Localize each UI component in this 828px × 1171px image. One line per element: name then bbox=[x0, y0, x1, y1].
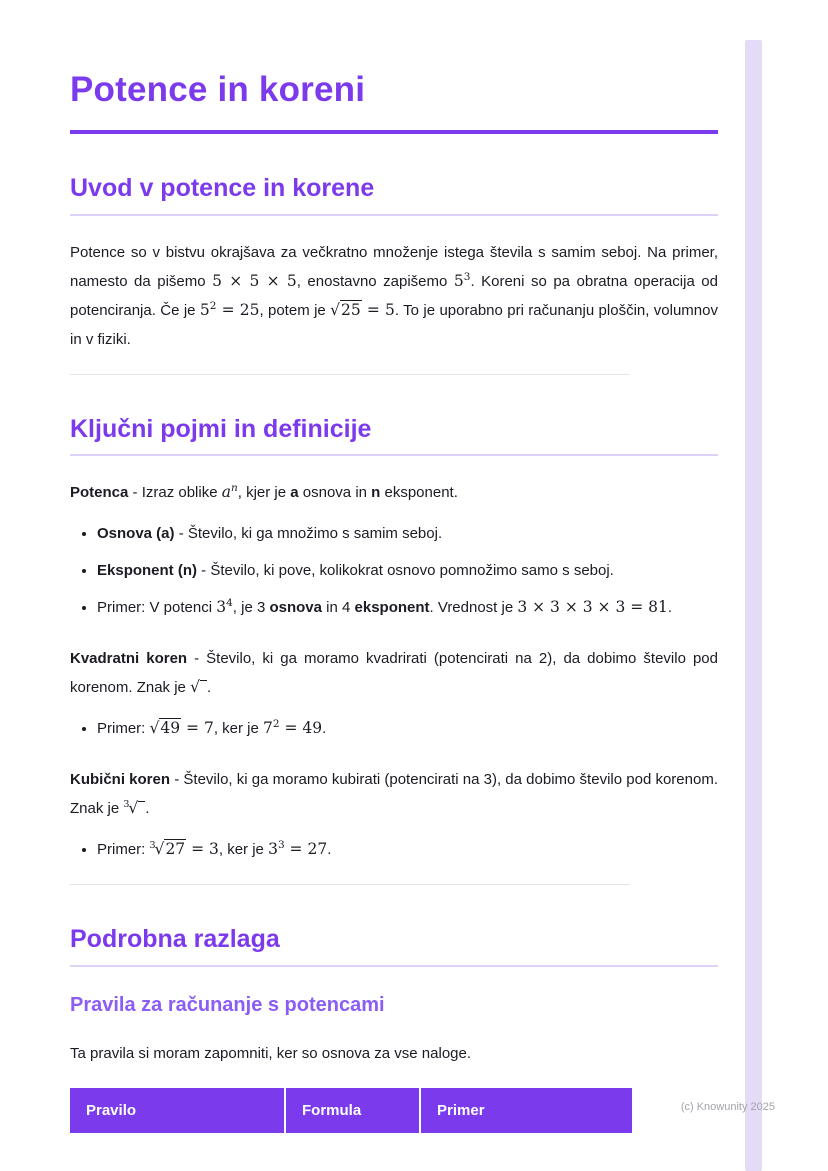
text-run: - Število, ki ga moramo kubirati (potencirati na 3), da dobimo število pod korenom. Znak je bbox=[70, 771, 718, 818]
text-run: , ker je bbox=[218, 841, 269, 859]
math-power bbox=[454, 272, 471, 290]
text-run: , ker je bbox=[213, 720, 264, 738]
math-base: a bbox=[221, 483, 231, 502]
page-edge-strip bbox=[745, 40, 762, 1171]
text-run: Primer: bbox=[97, 720, 150, 738]
list-item bbox=[97, 593, 718, 622]
math-sqrt bbox=[190, 678, 207, 696]
radical-icon: √ bbox=[149, 719, 160, 738]
text-run: - Izraz oblike bbox=[128, 484, 222, 502]
text-run: . bbox=[145, 800, 150, 818]
kvadratni-primer-list bbox=[70, 714, 718, 743]
radical-bar bbox=[200, 680, 207, 692]
text-run: . bbox=[322, 720, 327, 738]
bold-run: a bbox=[290, 484, 299, 502]
math-power bbox=[222, 483, 238, 501]
math-exponent: 2 bbox=[272, 718, 280, 731]
text-run: eksponent. bbox=[380, 484, 458, 502]
text-run: , je 3 bbox=[232, 599, 270, 617]
table-header-row bbox=[70, 1088, 632, 1133]
math-run: 3 × 3 × 3 × 3 = 81 bbox=[517, 598, 668, 617]
math-run: 5 × 5 × 5 bbox=[212, 271, 297, 290]
rules-table bbox=[70, 1088, 632, 1133]
math-power bbox=[268, 840, 327, 858]
list-item bbox=[97, 556, 718, 585]
text-run: . Vrednost je bbox=[429, 599, 518, 617]
math-run: = 25 bbox=[216, 300, 260, 319]
text-run: - Število, ki ga množimo s samim seboj. bbox=[174, 525, 443, 543]
bold-run: Osnova (a) bbox=[97, 525, 175, 543]
pravila-intro-paragraph: Ta pravila si moram zapomniti, ker so osnova za vse naloge. bbox=[70, 1044, 472, 1062]
bold-run: n bbox=[371, 484, 381, 502]
text-run: Potence so v bistvu okrajšava za večkratno množenje istega števila s samim seboj. Na primer, namesto da pišemo bbox=[70, 243, 718, 290]
radical-icon: √ bbox=[128, 799, 139, 818]
list-item bbox=[97, 714, 718, 743]
table-header-primer: Primer bbox=[420, 1088, 632, 1133]
text-run: Primer: V potenci bbox=[97, 599, 217, 617]
text-run: - Število, ki pove, kolikokrat osnovo pomnožimo samo s seboj. bbox=[197, 562, 614, 580]
section-divider bbox=[70, 884, 630, 885]
document-content bbox=[70, 0, 718, 1133]
potenca-definition bbox=[70, 478, 718, 507]
math-run: = 7 bbox=[181, 719, 214, 738]
text-run: osnova in bbox=[298, 484, 372, 502]
section-heading-uvod: Uvod v potence in korene bbox=[70, 174, 718, 216]
bold-run: Kvadratni koren bbox=[70, 650, 188, 668]
bold-run: Potenca bbox=[70, 484, 129, 502]
math-base: 3 bbox=[268, 840, 278, 859]
root-index: 3 bbox=[149, 840, 156, 852]
key-terms-list bbox=[70, 519, 718, 622]
radical-icon: √ bbox=[154, 840, 165, 859]
radicand: 49 bbox=[160, 719, 181, 738]
math-exponent: 4 bbox=[226, 597, 233, 610]
text-run: in 4 bbox=[321, 599, 355, 617]
radicand: 25 bbox=[341, 300, 361, 319]
text-run: Primer: bbox=[97, 841, 150, 859]
text-run: , kjer je bbox=[237, 484, 291, 502]
math-sqrt bbox=[150, 719, 214, 737]
list-item bbox=[97, 835, 718, 864]
section-heading-podrobna-razlaga: Podrobna razlaga bbox=[70, 925, 718, 967]
radical-icon: √ bbox=[330, 300, 341, 319]
bold-run: Eksponent (n) bbox=[97, 562, 197, 580]
table-header-formula: Formula bbox=[285, 1088, 420, 1133]
math-sqrt bbox=[330, 301, 395, 319]
text-run: . bbox=[667, 599, 673, 617]
math-base: 5 bbox=[453, 271, 464, 290]
text-run: , potem je bbox=[259, 301, 331, 319]
math-cbrt bbox=[123, 799, 145, 817]
math-power bbox=[263, 719, 322, 737]
text-run: , enostavno zapišemo bbox=[296, 272, 454, 290]
title-rule bbox=[70, 130, 718, 134]
text-run: . To je uporabno pri računanju ploščin, volumnov in v fiziki. bbox=[70, 301, 718, 348]
bold-run: eksponent bbox=[354, 599, 430, 617]
text-run: . bbox=[206, 679, 212, 697]
page-title: Potence in koreni bbox=[70, 70, 366, 109]
watermark: (c) Knowunity 2025 bbox=[680, 1101, 775, 1113]
math-cbrt bbox=[150, 840, 219, 858]
section-heading-kljucni-pojmi: Ključni pojmi in definicije bbox=[70, 415, 718, 457]
radicand: 27 bbox=[165, 840, 186, 859]
math-run: = 3 bbox=[186, 840, 219, 859]
math-exponent: 3 bbox=[277, 839, 285, 852]
math-power bbox=[200, 301, 260, 319]
math-run: = 5 bbox=[361, 300, 395, 319]
radical-icon: √ bbox=[190, 678, 200, 697]
math-base: 7 bbox=[263, 719, 273, 738]
list-item bbox=[97, 519, 718, 548]
section-divider bbox=[70, 374, 630, 375]
math-exponent: n bbox=[230, 482, 238, 495]
math-run: = 49 bbox=[279, 719, 323, 738]
subsection-heading-pravila: Pravila za računanje s potencami bbox=[70, 993, 385, 1016]
text-run: . bbox=[327, 841, 332, 859]
text-run: - Število, ki ga moramo kvadrirati (potencirati na 2), da dobimo število pod korenom. Znak je bbox=[70, 650, 718, 697]
math-power bbox=[216, 598, 233, 616]
text-run: . Koreni so pa obratna operacija od potenciranja. Če je bbox=[70, 272, 718, 319]
root-index: 3 bbox=[123, 799, 130, 811]
intro-paragraph bbox=[70, 238, 718, 354]
kubicni-koren-definition bbox=[70, 765, 718, 823]
kvadratni-koren-definition bbox=[70, 644, 718, 702]
table-header-pravilo: Pravilo bbox=[70, 1088, 285, 1133]
math-exponent: 3 bbox=[463, 270, 471, 283]
kubicni-primer-list bbox=[70, 835, 718, 864]
math-base: 3 bbox=[216, 598, 227, 617]
bold-run: osnova bbox=[269, 599, 322, 617]
bold-run: Kubični koren bbox=[70, 771, 171, 789]
math-exponent: 2 bbox=[209, 299, 217, 312]
math-base: 5 bbox=[199, 300, 210, 319]
math-run: = 27 bbox=[284, 840, 328, 859]
